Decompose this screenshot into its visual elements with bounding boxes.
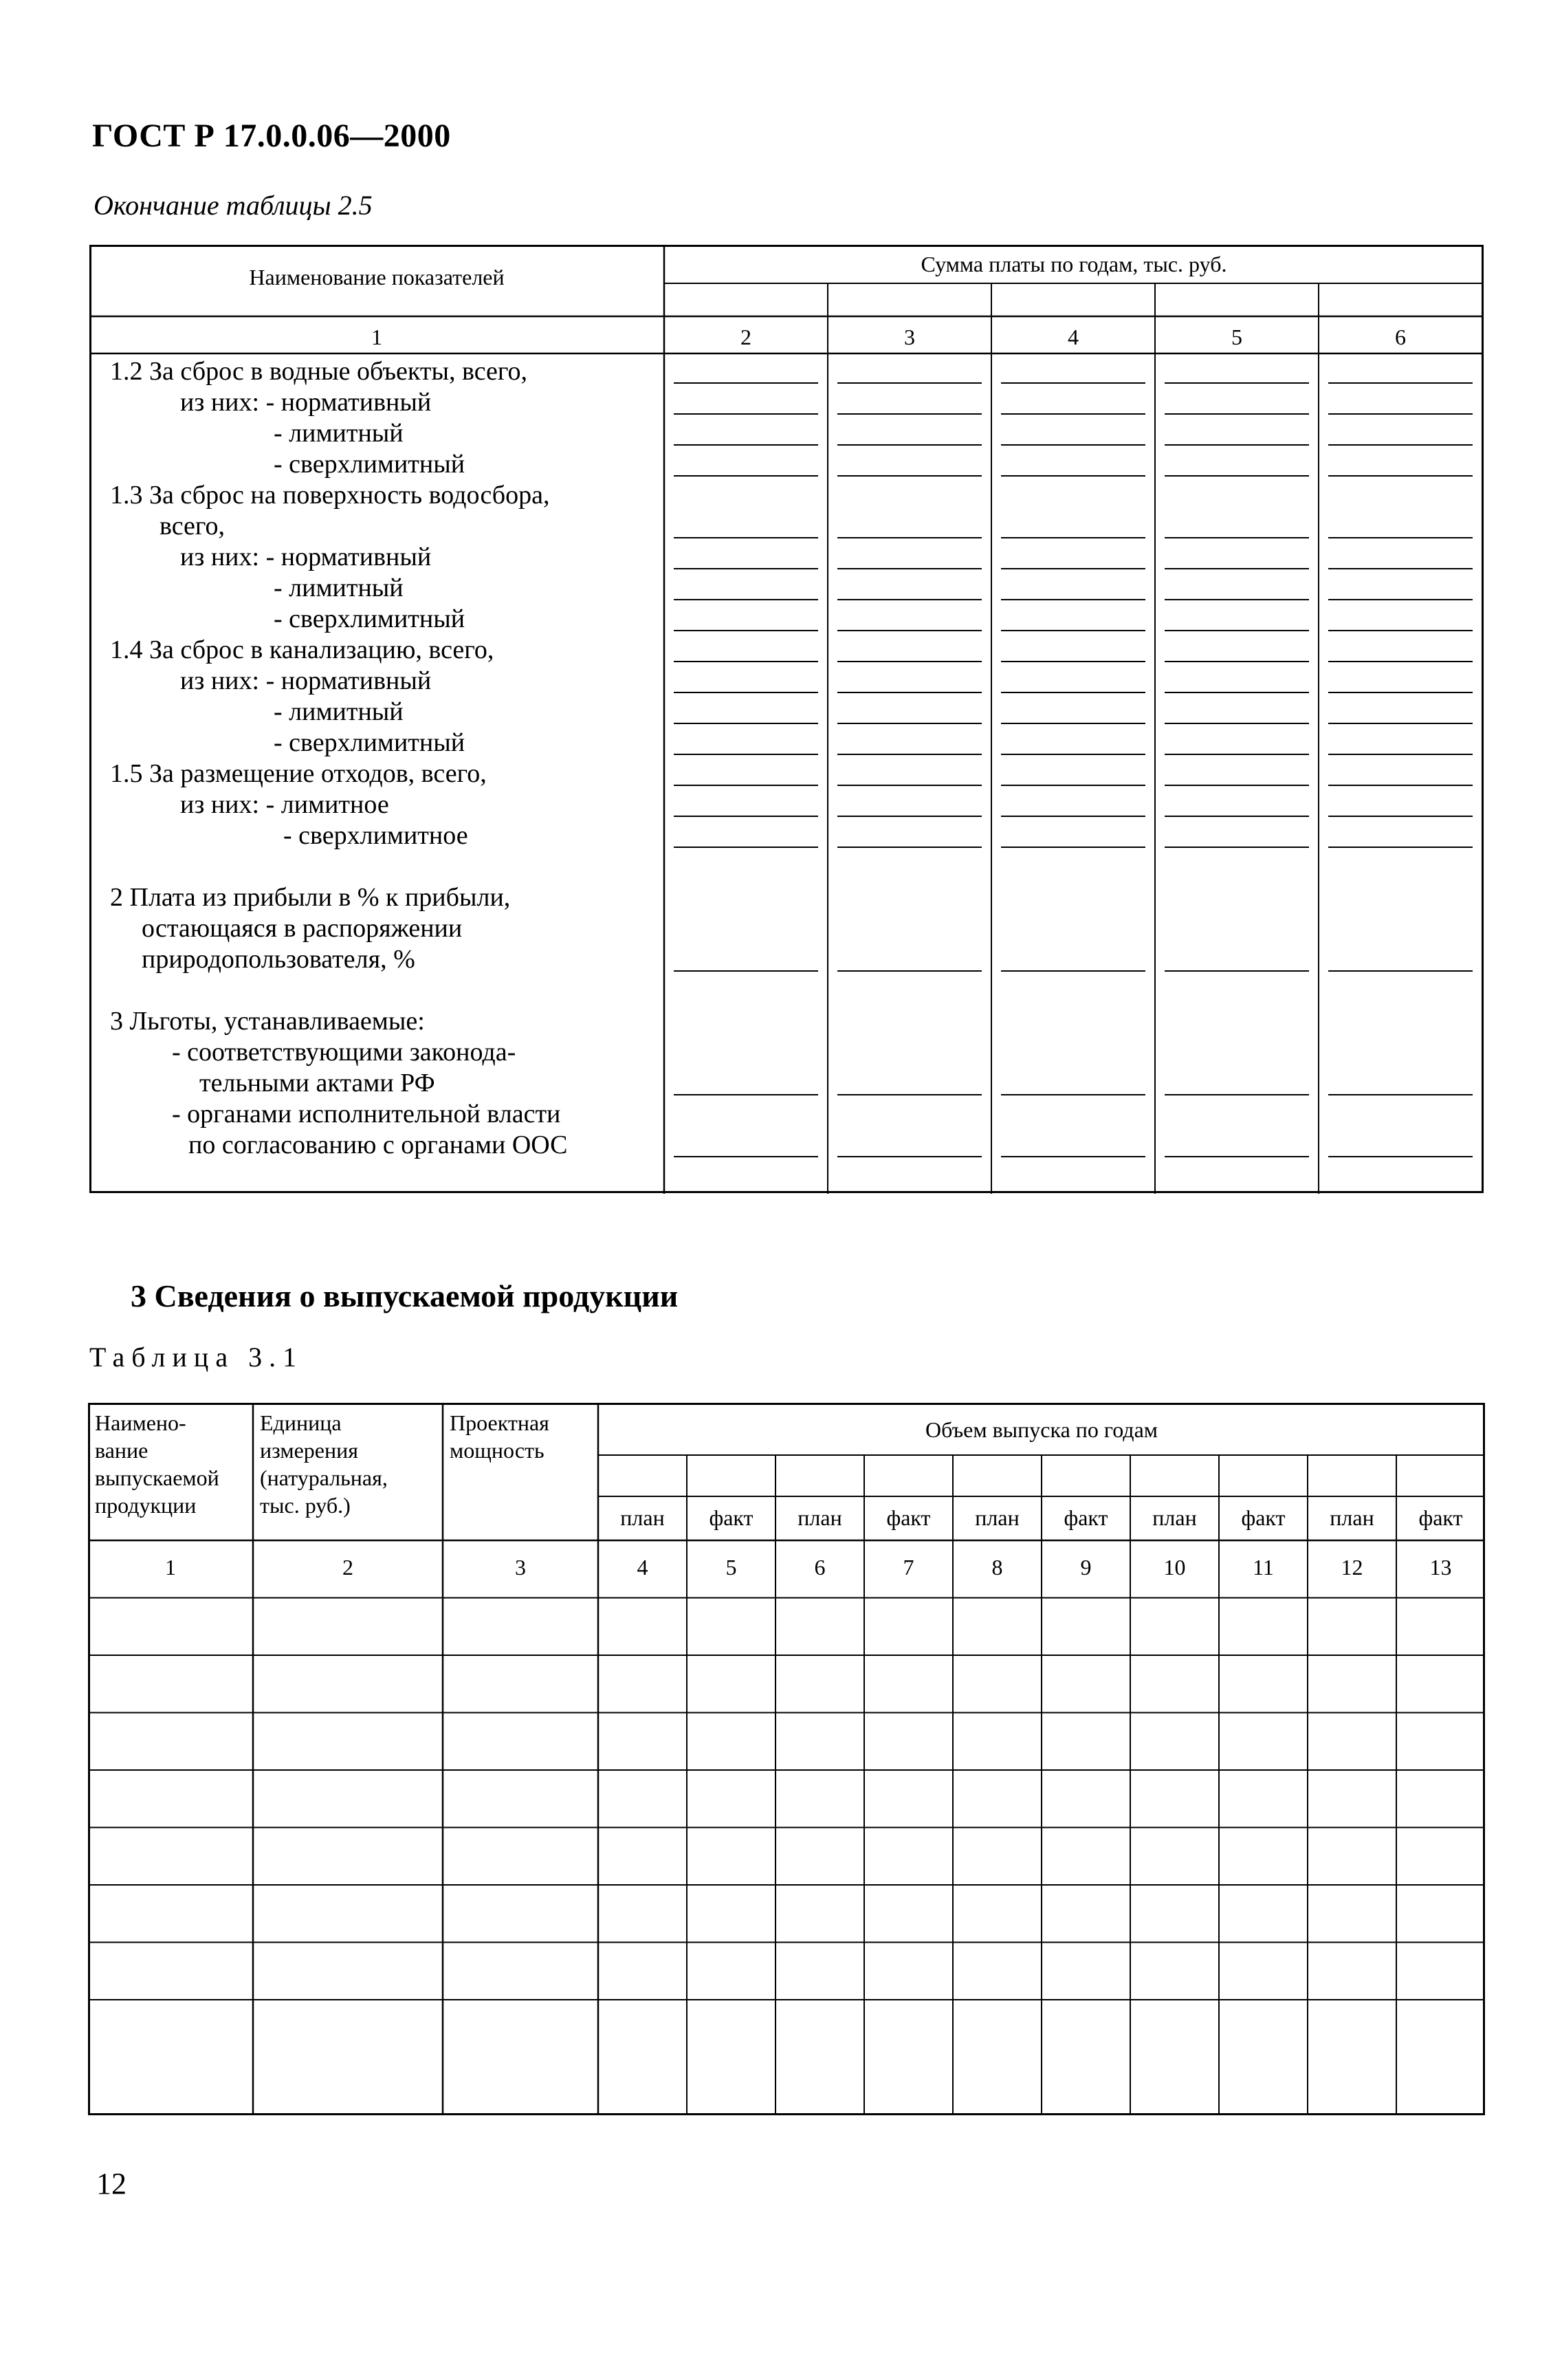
col1-line-2: вание [95,1438,148,1463]
table-continuation-label: Окончание таблицы 2.5 [94,190,373,221]
row-1-5-sub-label: из них: - лимитное [180,790,389,819]
col2-line-3: (натуральная, [260,1465,388,1490]
col1-line-4: продукции [95,1493,197,1518]
table-2-5 [89,245,1484,1194]
fact-label: факт [1064,1505,1108,1530]
row-1-2-sub-label: из них: - нормативный [180,388,432,417]
column-number: 8 [991,1555,1003,1580]
fact-label: факт [886,1505,931,1530]
page-number: 12 [96,2167,126,2201]
volume-header: Объем выпуска по годам [925,1417,1158,1442]
row-2-title: 2 Плата из прибыли в % к прибыли, [110,883,511,912]
row-1-3-total: всего, [160,512,226,541]
row-1-3-sub-label: из них: - нормативный [180,543,432,571]
row-1-2-title: 1.2 За сброс в водные объекты, всего, [110,357,528,386]
col-number-5: 5 [1231,325,1242,349]
plan-label: план [1330,1505,1374,1530]
fact-label: факт [1241,1505,1286,1530]
col-header-name: Наименование показателей [249,265,505,290]
column-number: 7 [903,1555,914,1580]
column-number: 13 [1429,1555,1452,1580]
row-1-4-sub-label: из них: - нормативный [180,666,432,695]
row-1-5-title: 1.5 За размещение отходов, всего, [110,759,487,788]
column-number: 3 [515,1555,526,1580]
column-number: 2 [342,1555,353,1580]
row-1-4-limit: - лимитный [274,697,404,726]
row-3-line-3: тельными актами РФ [199,1069,435,1098]
plan-label: план [620,1505,665,1530]
column-number: 12 [1341,1555,1363,1580]
row-1-3-limit: - лимитный [274,574,404,602]
section-heading: 3 Сведения о выпускаемой продукции [131,1278,679,1313]
row-1-3-title: 1.3 За сброс на поверхность водосбора, [110,481,550,510]
fact-label: факт [709,1505,754,1530]
column-number: 9 [1080,1555,1092,1580]
row-1-2-over: - сверхлимитный [274,450,465,479]
row-1-3-over: - сверхлимитный [274,604,465,633]
fact-label: факт [1418,1505,1463,1530]
row-2-line-3: природопользователя, % [142,945,415,974]
row-3-line-5: по согласованию с органами ООС [188,1131,568,1159]
column-number: 11 [1253,1555,1274,1580]
row-3-line-2: - соответствующими законода- [172,1038,516,1067]
row-3-title: 3 Льготы, устанавливаемые: [110,1007,425,1036]
col3-line-1: Проектная [450,1410,549,1435]
col-number-1: 1 [371,325,382,349]
row-2-line-2: остающаяся в распоряжении [142,914,463,943]
row-1-5-over: - сверхлимитное [283,821,468,850]
col-number-3: 3 [904,325,915,349]
row-1-4-title: 1.4 За сброс в канализацию, всего, [110,635,494,664]
row-1-4-over: - сверхлимитный [274,728,465,757]
plan-label: план [975,1505,1020,1530]
column-number: 1 [165,1555,176,1580]
table-caption: Таблица 3.1 [89,1342,304,1373]
col2-line-1: Единица [260,1410,342,1435]
page-header: ГОСТ Р 17.0.0.06—2000 [92,118,451,154]
col-header-sum: Сумма платы по годам, тыс. руб. [921,252,1227,276]
col1-line-3: выпускаемой [95,1465,219,1490]
row-1-2-limit: - лимитный [274,419,404,448]
column-number: 6 [814,1555,826,1580]
column-number: 4 [637,1555,648,1580]
col2-line-4: тыс. руб.) [260,1493,351,1518]
plan-label: план [798,1505,842,1530]
col-number-4: 4 [1068,325,1079,349]
col-number-2: 2 [740,325,751,349]
column-number: 10 [1163,1555,1186,1580]
table-3-1 [88,1403,1485,2115]
row-3-line-4: - органами исполнительной власти [172,1100,561,1128]
plan-label: план [1152,1505,1197,1530]
column-number: 5 [725,1555,737,1580]
col1-line-1: Наимено- [95,1410,186,1435]
col-number-6: 6 [1395,325,1406,349]
col3-line-2: мощность [450,1438,544,1463]
col2-line-2: измерения [260,1438,358,1463]
